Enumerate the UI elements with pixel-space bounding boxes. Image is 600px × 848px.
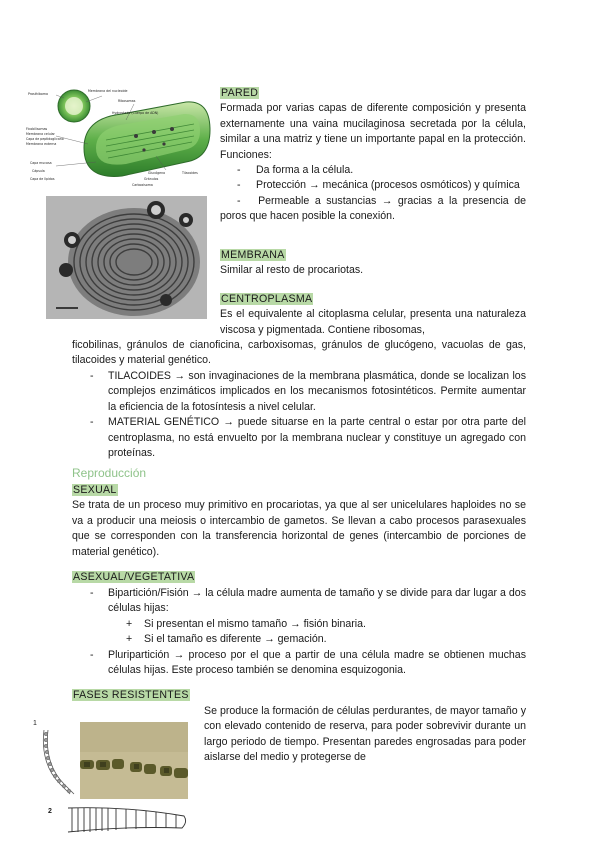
fases-heading: FASES RESISTENTES (73, 689, 189, 701)
figure-number-2: 2 (48, 808, 52, 815)
figure-number-1: 1 (33, 720, 37, 727)
diagram-label: Ficobilisomas (26, 127, 48, 131)
diagram-label: Gránulos (144, 177, 159, 181)
diagram-label: Capa de peptidoglicano (26, 137, 64, 141)
centroplasma-heading: CENTROPLASMA (221, 293, 313, 305)
tilacoides-item: TILACOIDES → son invaginaciones de la membrana plasmática, donde se localizan los complejos enzimáticos implicados en los mecanismos fotosintéticos. Permite aumentar la eficiencia de la fotosíntesis a nivel celular. (108, 370, 526, 413)
diagram-label: Ribosomas (118, 99, 136, 103)
bullet-plus: + (126, 617, 133, 630)
pared-item-3-row (220, 194, 526, 225)
bullet-dash: - (237, 179, 241, 192)
diagram-label: Glucógeno (148, 171, 166, 175)
diagram-label: Membrana externa (26, 142, 57, 146)
diagram-label: Hydrostado (Cuerpo de ADN) (112, 111, 159, 115)
sexual-text: Se trata de un proceso muy primitivo en procariotas, ya que al ser unicelulares haploides no se va a producir una meiosis o intercambio de gametos. Se llevan a cabo procesos parasexuales que se corresponden con la transferencia horizontal de genes (intercambio de porciones de material genético). (72, 499, 526, 558)
bullet-plus: + (126, 633, 133, 646)
asexual-heading: ASEXUAL/VEGETATIVA (73, 571, 195, 583)
pared-item: Da forma a la célula. (256, 164, 354, 177)
filament-drawing-2 (66, 802, 190, 838)
bullet-dash: - (237, 194, 241, 207)
membrana-text: Similar al resto de procariotas. (220, 264, 364, 277)
bullet-dash: - (90, 587, 94, 599)
diagram-label: Capa de lípidos (30, 177, 55, 181)
fases-text: Se produce la formación de células perdurantes, de mayor tamaño y con elevado contenido de reserva, para poder sobrevivir durante un largo periodo de tiempo. Presentan paredes engrosadas para poder aislarse del medio y protegerse de (204, 705, 526, 764)
bullet-dash: - (90, 416, 94, 429)
sexual-heading: SEXUAL (73, 484, 117, 496)
bullet-dash: - (237, 164, 241, 177)
diagram-label: Cápsula (32, 169, 45, 173)
cyanobacteria-cell-diagram (26, 84, 212, 192)
membrana-heading: MEMBRANA (221, 249, 285, 261)
diagram-label: Prosthiboma (28, 92, 48, 96)
electron-micrograph-image (46, 196, 207, 319)
pared-item: Permeable a sustancias → gracias a la presencia de poros que hacen posible la conexión. (220, 194, 526, 223)
reproduccion-title: Reproducción (72, 466, 147, 480)
pared-intro: Formada por varias capas de diferente composición y presenta externamente una vaina mucilaginosa secretada por la célula, similar a una matriz y tiene un importante papal en la protección. Funciones: (220, 102, 526, 161)
bullet-dash: - (90, 370, 94, 382)
gemacion-item: Si el tamaño es diferente → gemación. (144, 633, 327, 646)
diagram-label: Carboxisoma (132, 183, 153, 187)
centroplasma-text-wide: ficobilinas, gránulos de cianoficina, carboxisomas, gránulos de glucógeno, vacuolas de gas, tilacoides y material genético. (72, 339, 526, 367)
diagram-label: Membrana celular (26, 132, 55, 136)
material-genetico-item: MATERIAL GENÉTICO → puede situarse en la parte central o estar por otra parte del centroplasma, no está envuelto por la membrana nuclear y constituye un agregado con proteínas. (108, 416, 526, 460)
diagram-label: Tilacoides (182, 171, 198, 175)
bullet-dash: - (90, 648, 94, 661)
pared-item: Protección → mecánica (procesos osmóticos) y química (256, 179, 520, 192)
filament-micrograph-image (80, 722, 188, 799)
pluriparticion-item: Pluripartición → proceso por el que a partir de una célula madre se obtienen muchas células hijas. Este proceso también se denomina esquizogonia. (108, 648, 526, 677)
diagram-label: Membrana del nucleoide (88, 89, 128, 93)
diagram-label: Capa mucosa (30, 161, 52, 165)
filament-drawing (36, 726, 78, 798)
pared-heading: PARED (221, 87, 259, 99)
biparticion-item: Bipartición/Fisión → la célula madre aumenta de tamaño y se divide para dar lugar a dos células hijas: (108, 587, 526, 615)
fision-binaria-item: Si presentan el mismo tamaño → fisión binaria. (144, 617, 366, 630)
centroplasma-text-narrow: Es el equivalente al citoplasma celular, presenta una naturaleza viscosa y pigmentada. Contiene ribosomas, (220, 308, 526, 336)
